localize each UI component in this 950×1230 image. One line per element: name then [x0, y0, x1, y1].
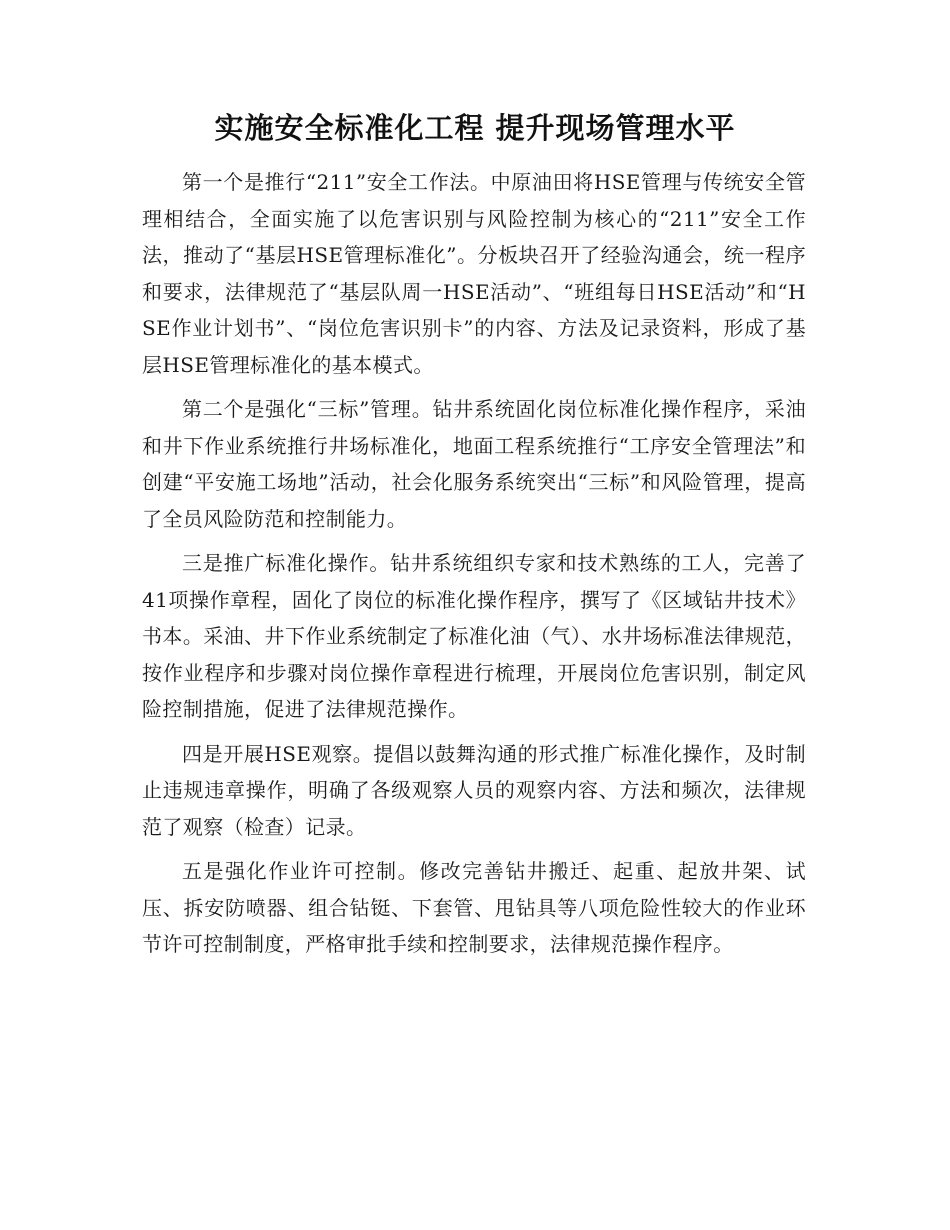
paragraph-3: 三是推广标准化操作。钻井系统组织专家和技术熟练的工人，完善了41项操作章程，固化了岗位的标准化操作程序，撰写了《区域钻井技术》书本。采油、井下作业系统制定了标准化油（气）、水井场标准法律规范，按作业程序和步骤对岗位操作章程进行梳理，开展岗位危害识别，制定风险控制措施，促进了法律规范操作。 [142, 551, 806, 721]
document-title: 实施安全标准化工程 提升现场管理水平 [214, 111, 736, 145]
paragraph-2: 第二个是强化“三标”管理。钻井系统固化岗位标准化操作程序，采油和井下作业系统推行井场标准化，地面工程系统推行“工序安全管理法”和创建“平安施工场地”活动，社会化服务系统突出“三标”和风险管理，提高了全员风险防范和控制能力。 [142, 397, 806, 531]
paragraph-5: 五是强化作业许可控制。修改完善钻井搬迁、起重、起放井架、试压、拆安防喷器、组合钻铤、下套管、甩钻具等八项危险性较大的作业环节许可控制制度，严格审批手续和控制要求，法律规范操作程序。 [142, 859, 806, 956]
paragraph-4: 四是开展HSE观察。提倡以鼓舞沟通的形式推广标准化操作，及时制止违规违章操作，明确了各级观察人员的观察内容、方法和频次，法律规范了观察（检查）记录。 [142, 741, 806, 839]
paragraph-1: 第一个是推行“211”安全工作法。中原油田将HSE管理与传统安全管理相结合，全面实施了以危害识别与风险控制为核心的“211”安全工作法，推动了“基层HSE管理标准化”。分板块召开了经验沟通会，统一程序和要求，法律规范了“基层队周一HSE活动”、“班组每日HSE活动”和“HSE作业计划书”、“岗位危害识别卡”的内容、方法及记录资料，形成了基层HSE管理标准化的基本模式。 [142, 170, 806, 377]
document-body [142, 164, 806, 971]
